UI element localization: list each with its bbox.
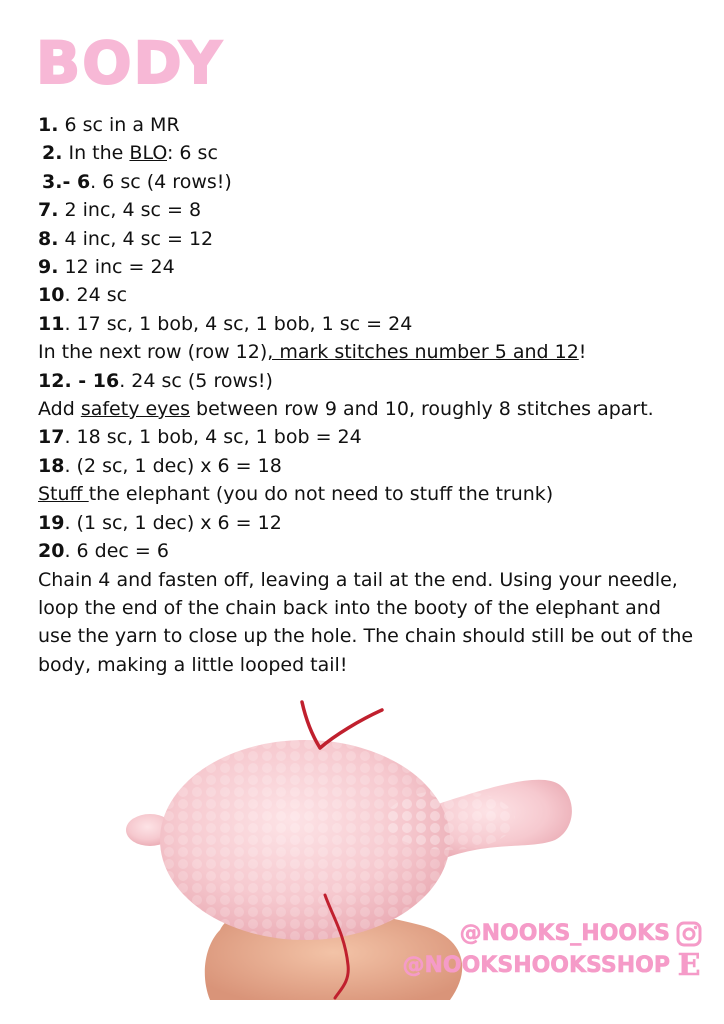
etsy-icon: E — [677, 948, 701, 983]
step-number: 19 — [38, 511, 65, 534]
step-line — [38, 253, 698, 281]
step-emphasis: BLO — [129, 142, 167, 165]
instagram-icon — [676, 921, 702, 947]
step-line — [38, 367, 698, 395]
step-line — [38, 225, 698, 253]
etsy-handle: @NOOKSHOOKSSHOP — [402, 953, 670, 978]
step-text: In the next row (row 12) — [38, 341, 268, 364]
step-number: 8. — [38, 227, 59, 250]
step-number: 3.- 6 — [42, 170, 91, 193]
page-title: BODY — [36, 29, 224, 97]
step-line — [38, 139, 698, 167]
etsy-credit — [402, 950, 702, 982]
step-text: 6 sc in a MR — [58, 114, 180, 136]
step-text: . 17 sc, 1 bob, 4 sc, 1 bob, 1 sc = 24 — [64, 312, 413, 335]
step-text: 12 inc = 24 — [58, 256, 175, 279]
step-number: 10 — [38, 284, 65, 307]
step-text: . (2 sc, 1 dec) x 6 = 18 — [64, 454, 282, 477]
credits — [402, 918, 702, 982]
step-text: In the — [62, 142, 130, 165]
step-line — [38, 111, 698, 139]
step-number: 18 — [38, 454, 65, 477]
step-line — [38, 338, 698, 366]
step-emphasis: , mark stitches number 5 and 12 — [267, 341, 579, 364]
instagram-credit — [402, 918, 702, 950]
step-line — [38, 537, 698, 565]
step-text: 4 inc, 4 sc = 12 — [58, 227, 214, 250]
step-emphasis: Stuff — [38, 483, 89, 506]
step-text: . 18 sc, 1 bob, 4 sc, 1 bob = 24 — [64, 426, 362, 449]
step-number: 1. — [38, 114, 59, 136]
step-text: . 6 sc (4 rows!) — [90, 170, 232, 193]
step-text: between row 9 and 10, roughly 8 stitches apart. — [190, 398, 654, 421]
closing-paragraph: Chain 4 and fasten off, leaving a tail at the end. Using your needle, loop the end of the chain back into the booty of the elephant and use the yarn to close up the hole. The chain should still be out of the body, making a little looped tail! — [38, 568, 694, 676]
step-line — [38, 196, 698, 224]
step-number: 2. — [42, 142, 63, 165]
step-number: 7. — [38, 199, 59, 222]
step-number: 20 — [38, 540, 65, 563]
step-number: 12. - 16 — [38, 369, 120, 392]
step-number: 9. — [38, 256, 59, 279]
step-text: . 6 dec = 6 — [64, 540, 169, 563]
step-text: Add — [38, 398, 81, 421]
step-text: 2 inc, 4 sc = 8 — [58, 199, 202, 222]
step-line — [38, 281, 698, 309]
step-line — [38, 480, 698, 508]
step-emphasis: safety eyes — [80, 398, 191, 421]
step-text: . 24 sc (5 rows!) — [119, 369, 273, 392]
step-number: 11 — [38, 312, 65, 335]
pattern-steps — [38, 111, 698, 679]
step-line — [38, 168, 698, 196]
step-line — [38, 423, 698, 451]
step-line — [38, 395, 698, 423]
step-number: 17 — [38, 426, 65, 449]
step-line — [38, 509, 698, 537]
step-text: . (1 sc, 1 dec) x 6 = 12 — [64, 511, 282, 534]
instagram-handle: @NOOKS_HOOKS — [459, 921, 670, 946]
step-text: ! — [578, 341, 587, 364]
step-text: . 24 sc — [64, 284, 128, 307]
step-text: : 6 sc — [166, 142, 218, 165]
step-text: the elephant (you do not need to stuff the trunk) — [88, 483, 554, 506]
step-line — [38, 310, 698, 338]
step-line — [38, 452, 698, 480]
